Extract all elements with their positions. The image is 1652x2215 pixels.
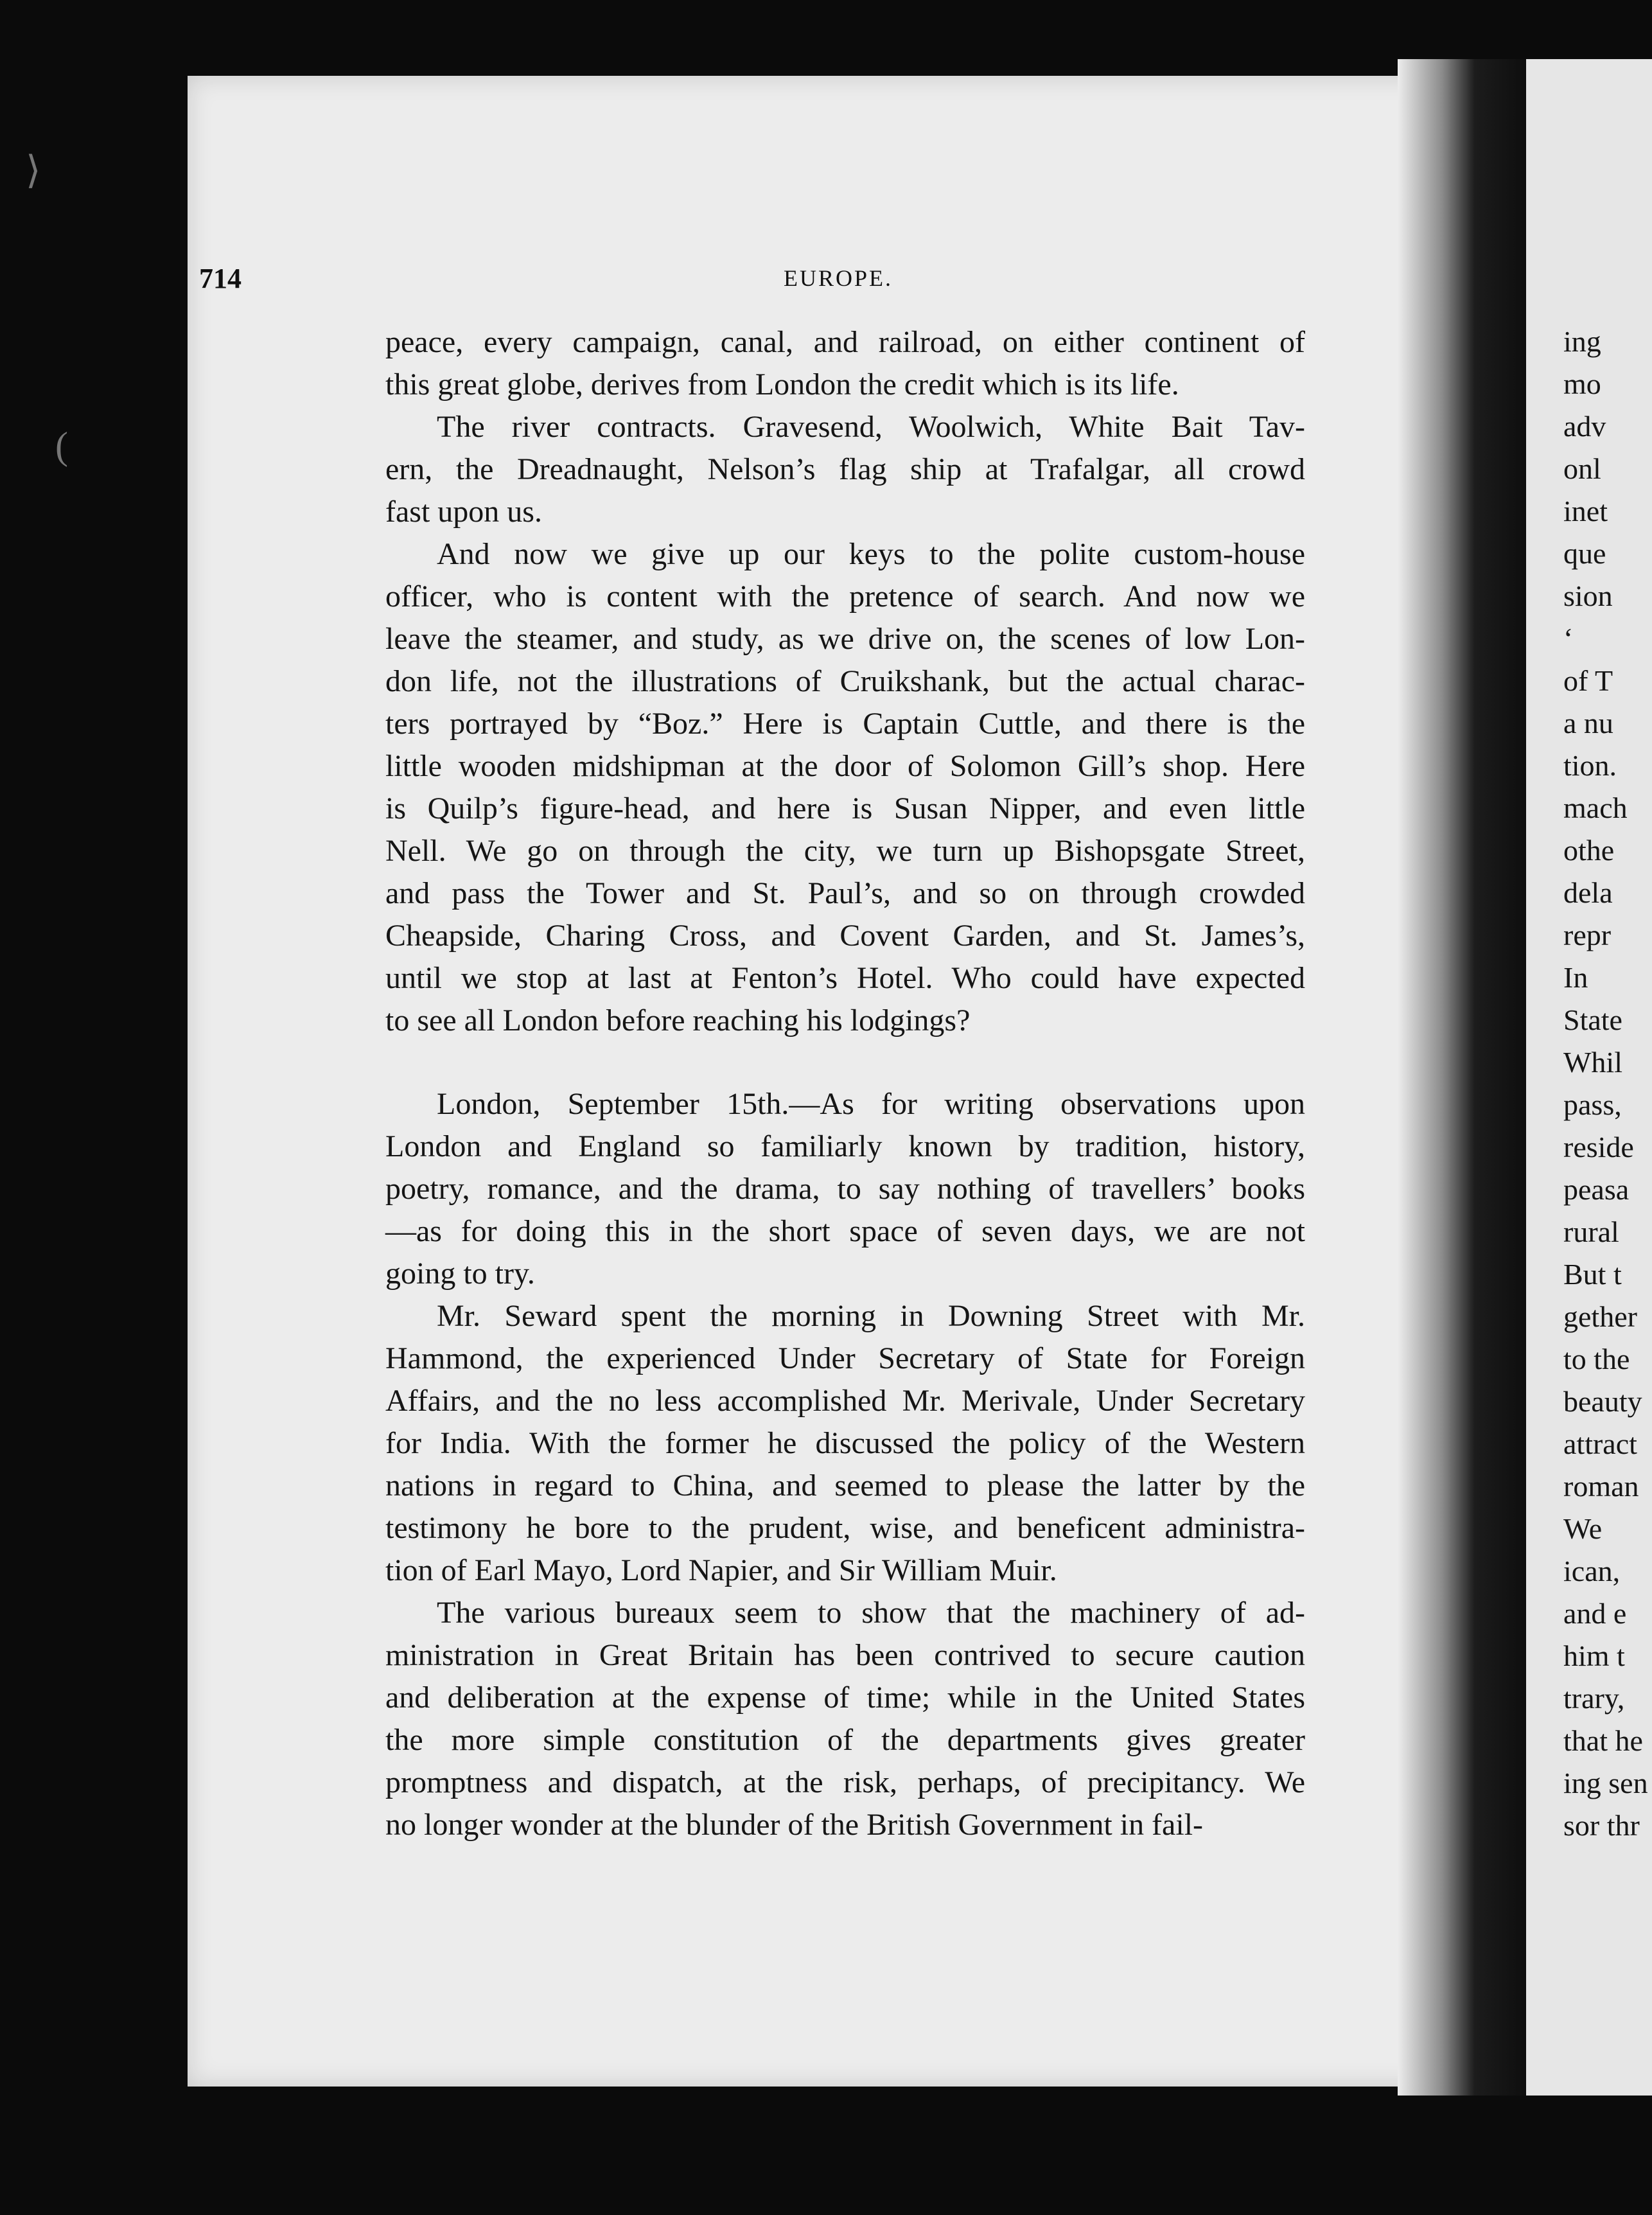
paragraph <box>385 1592 1305 1846</box>
text-line: Mr. Seward spent the morning in Downing Street with Mr. <box>437 1299 1305 1333</box>
text-line: nations in regard to China, and seemed to please the latter by the <box>385 1469 1305 1503</box>
text-line: no longer wonder at the blunder of the British Government in fail- <box>385 1808 1204 1842</box>
text-line: ern, the Dreadnaught, Nelson’s flag ship at Trafalgar, all crowd <box>385 452 1305 486</box>
page-number: 714 <box>199 263 242 294</box>
facing-page-line: In <box>1563 961 1588 994</box>
text-line: going to try. <box>385 1257 535 1291</box>
running-title: EUROPE. <box>784 265 893 291</box>
facing-page-line: to the <box>1563 1343 1630 1375</box>
facing-page-line: a nu <box>1563 707 1613 739</box>
facing-page-line: Whil <box>1563 1046 1622 1079</box>
text-line: the more simple constitution of the departments gives greater <box>385 1723 1305 1757</box>
facing-page-line: attract <box>1563 1427 1637 1460</box>
facing-page-line: peasa <box>1563 1173 1630 1206</box>
text-line: for India. With the former he discussed the policy of the Western <box>385 1426 1305 1460</box>
text-line: promptness and dispatch, at the risk, perhaps, of precipitancy. We <box>385 1765 1305 1799</box>
facing-page-line: que <box>1563 537 1606 570</box>
facing-page-line: ‘ <box>1563 622 1574 655</box>
text-line: The various bureaux seem to show that the machinery of ad- <box>437 1596 1305 1630</box>
facing-page-line: ican, <box>1563 1555 1621 1587</box>
facing-page-line: State <box>1563 1003 1622 1036</box>
text-line: London and England so familiarly known by tradition, history, <box>385 1129 1305 1163</box>
facing-page-line: and e <box>1563 1597 1627 1630</box>
text-line: is Quilp’s figure-head, and here is Susan Nipper, and even little <box>385 791 1305 825</box>
text-line: tion of Earl Mayo, Lord Napier, and Sir William Muir. <box>385 1553 1057 1587</box>
section-gap <box>385 1042 1305 1083</box>
facing-page-line: mo <box>1563 367 1601 400</box>
text-line: and pass the Tower and St. Paul’s, and so on through crowded <box>385 876 1305 910</box>
text-line: officer, who is content with the pretence of search. And now we <box>385 579 1305 613</box>
facing-page-line: pass, <box>1563 1088 1622 1121</box>
facing-page-line: tion. <box>1563 749 1617 782</box>
facing-page-line: adv <box>1563 410 1606 443</box>
facing-page-line: rural <box>1563 1215 1619 1248</box>
facing-page-line: that he <box>1563 1724 1643 1757</box>
facing-page-line: reside <box>1563 1131 1634 1163</box>
facing-page-line: onl <box>1563 452 1601 485</box>
facing-page-line: trary, <box>1563 1682 1625 1715</box>
text-line: The river contracts. Gravesend, Woolwich, White Bait Tav- <box>437 410 1305 444</box>
facing-page-line: ing sen <box>1563 1767 1648 1799</box>
text-line: this great globe, derives from London the credit which is its life. <box>385 367 1179 402</box>
facing-page-line: roman <box>1563 1470 1639 1503</box>
facing-page-line: othe <box>1563 834 1615 867</box>
text-line: ministration in Great Britain has been contrived to secure caution <box>385 1638 1305 1672</box>
facing-page-line: beauty <box>1563 1385 1642 1418</box>
facing-page-line: gether <box>1563 1300 1637 1333</box>
facing-page-line: dela <box>1563 876 1613 909</box>
scan-mark-left: ⟩ <box>26 149 41 191</box>
text-line: and deliberation at the expense of time; while in the United States <box>385 1681 1305 1715</box>
text-line: Cheapside, Charing Cross, and Covent Garden, and St. James’s, <box>385 919 1305 953</box>
paragraph <box>385 406 1305 533</box>
text-line: peace, every campaign, canal, and railroad, on either continent of <box>385 325 1305 359</box>
paragraph <box>385 1083 1305 1295</box>
text-line: poetry, romance, and the drama, to say nothing of travellers’ books <box>385 1172 1305 1206</box>
text-line: London, September 15th.—As for writing observations upon <box>437 1087 1305 1121</box>
text-line: Affairs, and the no less accomplished Mr. Merivale, Under Secretary <box>385 1384 1305 1418</box>
facing-page-line: inet <box>1563 495 1608 527</box>
text-line: Nell. We go on through the city, we turn up Bishopsgate Street, <box>385 834 1305 868</box>
facing-page-line: sor thr <box>1563 1809 1640 1842</box>
facing-page-line: We <box>1563 1512 1603 1545</box>
text-line: —as for doing this in the short space of seven days, we are not <box>385 1214 1305 1248</box>
text-line: ters portrayed by “Boz.” Here is Captain Cuttle, and there is the <box>385 707 1305 741</box>
text-line: testimony he bore to the prudent, wise, and beneficent administra- <box>385 1511 1305 1545</box>
paragraph <box>385 1295 1305 1592</box>
text-line: leave the steamer, and study, as we drive on, the scenes of low Lon- <box>385 622 1305 656</box>
text-line: to see all London before reaching his lodgings? <box>385 1003 971 1037</box>
book-gutter <box>1398 59 1526 2096</box>
text-line: don life, not the illustrations of Cruikshank, but the actual charac- <box>385 664 1305 698</box>
text-line: Hammond, the experienced Under Secretary of State for Foreign <box>385 1341 1305 1375</box>
text-line: until we stop at last at Fenton’s Hotel. Who could have expected <box>385 961 1305 995</box>
paragraph <box>385 321 1305 406</box>
text-line: fast upon us. <box>385 495 542 529</box>
paragraph <box>385 533 1305 1042</box>
facing-page-line: mach <box>1563 791 1628 824</box>
facing-page-line: ing <box>1563 325 1601 358</box>
text-line: little wooden midshipman at the door of Solomon Gill’s shop. Here <box>385 749 1305 783</box>
facing-page-line: But t <box>1563 1258 1622 1291</box>
facing-page-line: repr <box>1563 919 1612 951</box>
text-line: And now we give up our keys to the polite custom-house <box>437 537 1305 571</box>
body-text <box>385 321 1305 1846</box>
facing-page-line: of T <box>1563 664 1613 697</box>
scan-mark-paren: ( <box>55 425 68 467</box>
facing-page-line: him t <box>1563 1639 1625 1672</box>
facing-page-line: sion <box>1563 579 1613 612</box>
